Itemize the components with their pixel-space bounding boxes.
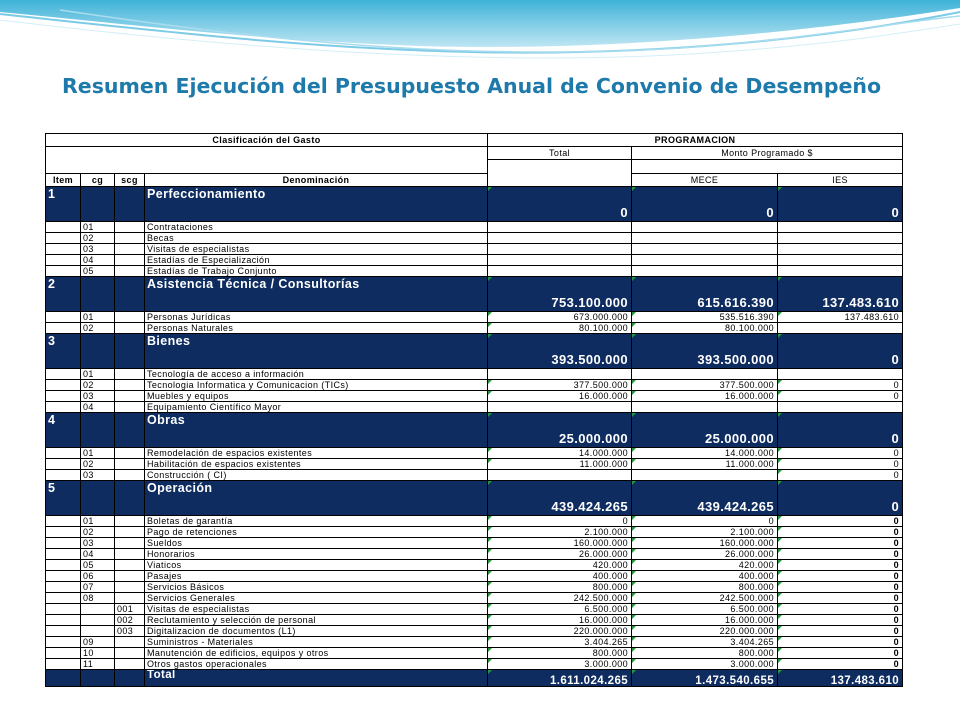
row-cg: 10: [81, 648, 115, 659]
row-mece: 800.000: [632, 648, 778, 659]
row-denominacion: Becas: [145, 233, 488, 244]
row-item-blank: [46, 659, 81, 670]
total-total: 1.611.024.265: [488, 670, 632, 687]
section-scg-blank: [115, 481, 145, 516]
row-denominacion: Viaticos: [145, 560, 488, 571]
row-ies: 0: [778, 448, 903, 459]
row-ies: 0: [778, 391, 903, 402]
row-item-blank: [46, 527, 81, 538]
row-scg: [115, 648, 145, 659]
row-total: [488, 255, 632, 266]
table-row: [46, 527, 903, 538]
table-row: [46, 222, 903, 233]
row-cg: 05: [81, 560, 115, 571]
total-row: [46, 670, 903, 687]
row-scg: [115, 244, 145, 255]
table-row: [46, 233, 903, 244]
section-ies: 0: [778, 481, 903, 516]
section-scg-blank: [115, 277, 145, 312]
section-item: 4: [46, 413, 81, 448]
row-scg: 001: [115, 604, 145, 615]
row-scg: [115, 659, 145, 670]
row-denominacion: Pasajes: [145, 571, 488, 582]
row-mece: [632, 402, 778, 413]
section-total: 25.000.000: [488, 413, 632, 448]
row-total: 11.000.000: [488, 459, 632, 470]
row-cg: 09: [81, 637, 115, 648]
row-scg: [115, 369, 145, 380]
row-cg: 05: [81, 266, 115, 277]
row-item-blank: [46, 648, 81, 659]
row-cg: 06: [81, 571, 115, 582]
row-total: 377.500.000: [488, 380, 632, 391]
row-item-blank: [46, 615, 81, 626]
row-denominacion: Remodelación de espacios existentes: [145, 448, 488, 459]
row-cg: 02: [81, 459, 115, 470]
row-ies: 137.483.610: [778, 312, 903, 323]
row-denominacion: Estadías de Especialización: [145, 255, 488, 266]
row-mece: [632, 255, 778, 266]
row-scg: [115, 459, 145, 470]
row-cg: 02: [81, 323, 115, 334]
table-row: [46, 648, 903, 659]
table-row: [46, 369, 903, 380]
header-swoosh-decoration: [0, 0, 960, 80]
table-row: [46, 593, 903, 604]
row-total: 16.000.000: [488, 615, 632, 626]
row-mece: [632, 233, 778, 244]
row-total: 673.000.000: [488, 312, 632, 323]
section-mece: 439.424.265: [632, 481, 778, 516]
row-scg: [115, 391, 145, 402]
row-item-blank: [46, 380, 81, 391]
row-ies: [778, 233, 903, 244]
row-cg: [81, 615, 115, 626]
row-denominacion: Personas Jurídicas: [145, 312, 488, 323]
section-label: Obras: [145, 413, 488, 448]
row-scg: [115, 516, 145, 527]
section-row: [46, 277, 903, 312]
row-mece: 220.000.000: [632, 626, 778, 637]
row-denominacion: Muebles y equipos: [145, 391, 488, 402]
row-ies: 0: [778, 604, 903, 615]
row-mece: 14.000.000: [632, 448, 778, 459]
section-cg-blank: [81, 187, 115, 222]
row-denominacion: Contrataciones: [145, 222, 488, 233]
table-row: [46, 266, 903, 277]
row-ies: 0: [778, 516, 903, 527]
total-ies: 137.483.610: [778, 670, 903, 687]
row-item-blank: [46, 312, 81, 323]
row-item-blank: [46, 402, 81, 413]
row-scg: [115, 470, 145, 481]
row-scg: 003: [115, 626, 145, 637]
table-row: [46, 323, 903, 334]
row-denominacion: Tecnología de acceso a información: [145, 369, 488, 380]
row-ies: 0: [778, 648, 903, 659]
row-denominacion: Habilitación de espacios existentes: [145, 459, 488, 470]
section-label: Bienes: [145, 334, 488, 369]
row-item-blank: [46, 582, 81, 593]
row-denominacion: Reclutamiento y selección de personal: [145, 615, 488, 626]
row-cg: 01: [81, 516, 115, 527]
section-label: Operación: [145, 481, 488, 516]
row-mece: 420.000: [632, 560, 778, 571]
table-row: [46, 391, 903, 402]
section-mece: 393.500.000: [632, 334, 778, 369]
row-denominacion: Tecnologia Informatica y Comunicacion (TICs): [145, 380, 488, 391]
row-mece: [632, 222, 778, 233]
row-denominacion: Pago de retenciones: [145, 527, 488, 538]
section-row: [46, 413, 903, 448]
row-ies: [778, 323, 903, 334]
section-ies: 137.483.610: [778, 277, 903, 312]
row-total: [488, 233, 632, 244]
row-total: 0: [488, 516, 632, 527]
table-row: [46, 549, 903, 560]
row-denominacion: Equipamiento Científico Mayor: [145, 402, 488, 413]
row-scg: [115, 549, 145, 560]
row-item-blank: [46, 571, 81, 582]
row-total: 16.000.000: [488, 391, 632, 402]
row-scg: [115, 448, 145, 459]
row-cg: 11: [81, 659, 115, 670]
row-item-blank: [46, 448, 81, 459]
row-total: [488, 369, 632, 380]
row-total: 3.404.265: [488, 637, 632, 648]
section-item: 1: [46, 187, 81, 222]
row-item-blank: [46, 538, 81, 549]
budget-table-container: [45, 133, 902, 687]
row-denominacion: Suministros - Materiales: [145, 637, 488, 648]
row-item-blank: [46, 369, 81, 380]
row-item-blank: [46, 604, 81, 615]
table-row: [46, 626, 903, 637]
row-denominacion: Manutención de edificios, equipos y otros: [145, 648, 488, 659]
row-mece: 16.000.000: [632, 391, 778, 402]
row-denominacion: Sueldos: [145, 538, 488, 549]
row-cg: 03: [81, 391, 115, 402]
header-total: Total: [488, 147, 632, 160]
row-scg: [115, 233, 145, 244]
row-item-blank: [46, 222, 81, 233]
row-ies: [778, 369, 903, 380]
row-total: 220.000.000: [488, 626, 632, 637]
row-total: 6.500.000: [488, 604, 632, 615]
table-row: [46, 604, 903, 615]
row-scg: [115, 560, 145, 571]
row-item-blank: [46, 560, 81, 571]
row-mece: 26.000.000: [632, 549, 778, 560]
section-cg-blank: [81, 413, 115, 448]
row-mece: 16.000.000: [632, 615, 778, 626]
row-scg: [115, 323, 145, 334]
table-row: [46, 312, 903, 323]
row-mece: 3.404.265: [632, 637, 778, 648]
row-total: 800.000: [488, 648, 632, 659]
row-mece: 160.000.000: [632, 538, 778, 549]
row-cg: 03: [81, 470, 115, 481]
table-row: [46, 402, 903, 413]
row-scg: [115, 637, 145, 648]
section-cg-blank: [81, 334, 115, 369]
table-row: [46, 582, 903, 593]
table-row: [46, 560, 903, 571]
row-ies: 0: [778, 549, 903, 560]
row-scg: [115, 266, 145, 277]
row-denominacion: Digitalizacion de documentos (L1): [145, 626, 488, 637]
table-row: [46, 659, 903, 670]
row-mece: 2.100.000: [632, 527, 778, 538]
section-row: [46, 481, 903, 516]
budget-table: [45, 133, 903, 687]
row-ies: [778, 266, 903, 277]
row-total: [488, 222, 632, 233]
row-scg: [115, 538, 145, 549]
section-item: 2: [46, 277, 81, 312]
row-ies: 0: [778, 659, 903, 670]
row-cg: 04: [81, 402, 115, 413]
row-cg: 08: [81, 593, 115, 604]
table-row: [46, 255, 903, 266]
row-ies: [778, 244, 903, 255]
row-scg: [115, 380, 145, 391]
row-total: 2.100.000: [488, 527, 632, 538]
row-item-blank: [46, 626, 81, 637]
section-cg-blank: [81, 277, 115, 312]
section-item: 5: [46, 481, 81, 516]
table-row: [46, 571, 903, 582]
row-total: 400.000: [488, 571, 632, 582]
header-scg: scg: [115, 174, 145, 187]
row-denominacion: Construcción ( CI): [145, 470, 488, 481]
row-item-blank: [46, 244, 81, 255]
row-mece: 400.000: [632, 571, 778, 582]
row-cg: [81, 626, 115, 637]
section-scg-blank: [115, 187, 145, 222]
row-ies: 0: [778, 582, 903, 593]
header-monto: Monto Programado $: [632, 147, 903, 160]
table-row: [46, 516, 903, 527]
row-total: 242.500.000: [488, 593, 632, 604]
row-ies: 0: [778, 615, 903, 626]
total-scg-blank: [115, 670, 145, 687]
section-total: 0: [488, 187, 632, 222]
section-mece: 615.616.390: [632, 277, 778, 312]
header-mece: MECE: [632, 174, 778, 187]
row-scg: [115, 593, 145, 604]
row-cg: 01: [81, 312, 115, 323]
row-item-blank: [46, 637, 81, 648]
row-cg: [81, 604, 115, 615]
row-cg: 04: [81, 255, 115, 266]
row-cg: 01: [81, 448, 115, 459]
row-denominacion: Boletas de garantía: [145, 516, 488, 527]
row-scg: [115, 255, 145, 266]
row-mece: 3.000.000: [632, 659, 778, 670]
row-item-blank: [46, 233, 81, 244]
row-denominacion: Visitas de especialistas: [145, 244, 488, 255]
row-mece: 377.500.000: [632, 380, 778, 391]
row-total: 800.000: [488, 582, 632, 593]
row-ies: 0: [778, 593, 903, 604]
row-ies: 0: [778, 459, 903, 470]
row-denominacion: Visitas de especialistas: [145, 604, 488, 615]
row-mece: [632, 369, 778, 380]
row-total: [488, 244, 632, 255]
row-scg: [115, 582, 145, 593]
row-mece: [632, 244, 778, 255]
row-item-blank: [46, 323, 81, 334]
total-cg-blank: [81, 670, 115, 687]
total-item-blank: [46, 670, 81, 687]
row-ies: 0: [778, 380, 903, 391]
row-item-blank: [46, 593, 81, 604]
header-clasificacion: Clasificación del Gasto: [46, 134, 488, 147]
section-label: Asistencia Técnica / Consultorías: [145, 277, 488, 312]
row-ies: [778, 222, 903, 233]
row-scg: [115, 527, 145, 538]
table-row: [46, 244, 903, 255]
total-mece: 1.473.540.655: [632, 670, 778, 687]
table-row: [46, 615, 903, 626]
row-mece: [632, 470, 778, 481]
row-ies: 0: [778, 560, 903, 571]
header-denominacion: Denominación: [145, 174, 488, 187]
page-title: Resumen Ejecución del Presupuesto Anual de Convenio de Desempeño: [62, 74, 882, 98]
row-cg: 07: [81, 582, 115, 593]
row-mece: 800.000: [632, 582, 778, 593]
section-mece: 25.000.000: [632, 413, 778, 448]
row-scg: [115, 402, 145, 413]
row-item-blank: [46, 255, 81, 266]
row-total: 80.100.000: [488, 323, 632, 334]
row-ies: 0: [778, 538, 903, 549]
row-cg: 03: [81, 538, 115, 549]
row-ies: [778, 255, 903, 266]
row-item-blank: [46, 470, 81, 481]
row-scg: [115, 312, 145, 323]
row-denominacion: Servicios Básicos: [145, 582, 488, 593]
row-total: [488, 402, 632, 413]
row-denominacion: Estadías de Trabajo Conjunto: [145, 266, 488, 277]
header-item: Item: [46, 174, 81, 187]
row-total: 420.000: [488, 560, 632, 571]
row-scg: [115, 222, 145, 233]
row-total: [488, 470, 632, 481]
row-mece: 80.100.000: [632, 323, 778, 334]
header-programacion: PROGRAMACION: [488, 134, 903, 147]
row-cg: 03: [81, 244, 115, 255]
total-label: Total: [145, 670, 488, 687]
section-row: [46, 187, 903, 222]
row-mece: 0: [632, 516, 778, 527]
header-monto-blank: [632, 160, 903, 174]
row-mece: 11.000.000: [632, 459, 778, 470]
row-ies: 0: [778, 571, 903, 582]
row-total: 160.000.000: [488, 538, 632, 549]
table-row: [46, 448, 903, 459]
row-denominacion: Personas Naturales: [145, 323, 488, 334]
section-ies: 0: [778, 413, 903, 448]
row-item-blank: [46, 549, 81, 560]
row-denominacion: Honorarios: [145, 549, 488, 560]
section-mece: 0: [632, 187, 778, 222]
row-denominacion: Otros gastos operacionales: [145, 659, 488, 670]
table-row: [46, 459, 903, 470]
row-ies: 0: [778, 470, 903, 481]
row-cg: 04: [81, 549, 115, 560]
row-mece: 535.516.390: [632, 312, 778, 323]
section-label: Perfeccionamiento: [145, 187, 488, 222]
row-cg: 02: [81, 380, 115, 391]
section-cg-blank: [81, 481, 115, 516]
header-cg: cg: [81, 174, 115, 187]
row-item-blank: [46, 459, 81, 470]
table-row: [46, 538, 903, 549]
header-ies: IES: [778, 174, 903, 187]
section-row: [46, 334, 903, 369]
row-mece: 242.500.000: [632, 593, 778, 604]
row-scg: [115, 571, 145, 582]
row-cg: 01: [81, 369, 115, 380]
row-item-blank: [46, 266, 81, 277]
row-total: 14.000.000: [488, 448, 632, 459]
row-mece: [632, 266, 778, 277]
row-cg: 02: [81, 233, 115, 244]
section-ies: 0: [778, 187, 903, 222]
section-item: 3: [46, 334, 81, 369]
row-cg: 02: [81, 527, 115, 538]
section-total: 753.100.000: [488, 277, 632, 312]
table-row: [46, 380, 903, 391]
section-scg-blank: [115, 413, 145, 448]
row-item-blank: [46, 391, 81, 402]
row-total: 3.000.000: [488, 659, 632, 670]
section-scg-blank: [115, 334, 145, 369]
row-ies: [778, 402, 903, 413]
table-row: [46, 470, 903, 481]
row-total: 26.000.000: [488, 549, 632, 560]
section-total: 393.500.000: [488, 334, 632, 369]
row-mece: 6.500.000: [632, 604, 778, 615]
header-blank: [46, 147, 488, 174]
section-total: 439.424.265: [488, 481, 632, 516]
row-ies: 0: [778, 637, 903, 648]
row-scg: 002: [115, 615, 145, 626]
row-total: [488, 266, 632, 277]
row-ies: 0: [778, 626, 903, 637]
table-row: [46, 637, 903, 648]
section-ies: 0: [778, 334, 903, 369]
header-total-blank: [488, 160, 632, 187]
row-denominacion: Servicios Generales: [145, 593, 488, 604]
row-cg: 01: [81, 222, 115, 233]
row-item-blank: [46, 516, 81, 527]
row-ies: 0: [778, 527, 903, 538]
